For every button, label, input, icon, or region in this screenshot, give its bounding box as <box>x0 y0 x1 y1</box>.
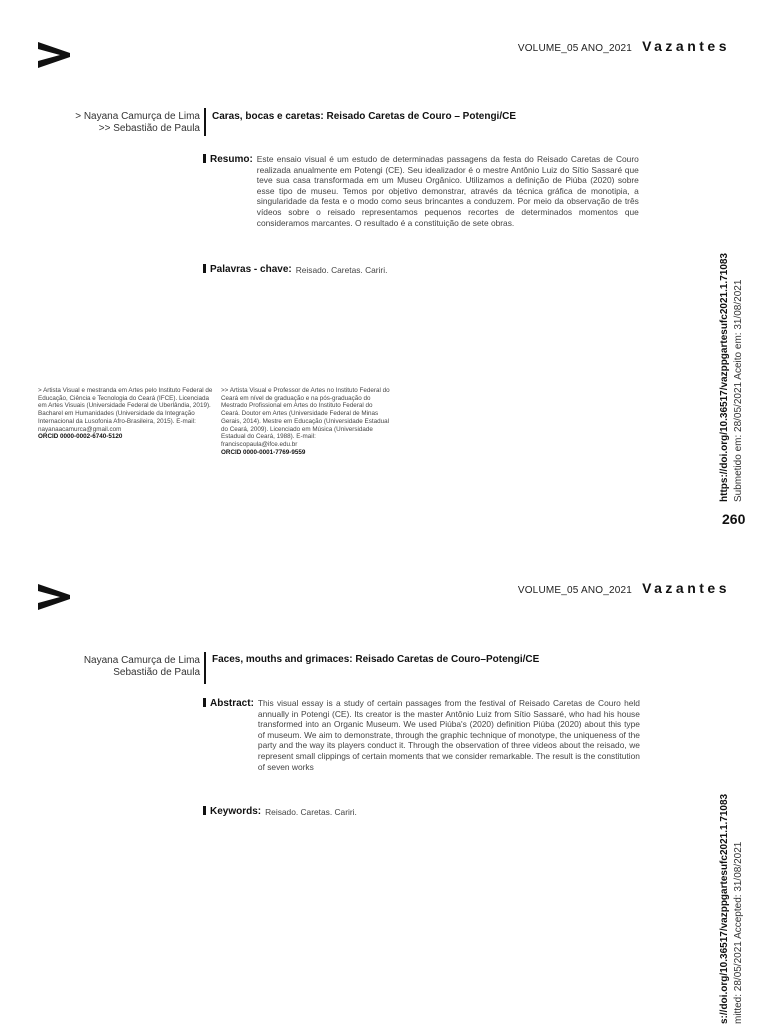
abstract-label-wrap <box>203 154 253 165</box>
title-divider <box>204 652 206 684</box>
keywords-label-wrap <box>203 806 261 817</box>
chevron-right-icon <box>36 582 72 612</box>
keywords-label: Keywords: <box>210 806 262 817</box>
keywords-text: Reisado. Caretas. Cariri. <box>295 265 388 275</box>
running-head <box>518 580 730 596</box>
page-number: 260 <box>722 511 746 527</box>
bullet-marker <box>203 698 206 707</box>
abstract-label: Abstract: <box>210 698 254 709</box>
author-note-text: > Artista Visual e mestranda em Artes pelo Instituto Federal de Educação, Ciência e Tecnologia do Ceará (IFCE). Licenciada em Artes Visuais (Universidade Federal de Uberlândia, 2019). Bacharel em Humanidades (Universidade da Integração Internacional da Lusofonia Afro-Brasileira, 2015). E-mail: nayanaacamurca@gmail.com <box>38 387 213 433</box>
bullet-marker <box>203 264 206 273</box>
abstract-label: Resumo: <box>210 154 253 165</box>
chevron-right-icon <box>36 40 72 70</box>
author-name: > Nayana Camurça de Lima <box>75 111 200 122</box>
doi-link[interactable]: https://doi.org/10.36517/vazppgartesufc2021.1.71083 <box>719 253 730 502</box>
volume-label: VOLUME_05 ANO_2021 <box>517 585 633 596</box>
abstract-text: Este ensaio visual é um estudo de determinadas passagens da festa do Reisado Caretas de Couro realizada anualmente em Potengi (CE). Seu idealizador é o mestre Antônio Luiz do Sítio Sassaré que teve sua casa transformada em um Museu Orgânico. Utilizamos a definição de Piúba (2020) sobre esse tipo de museu. Temos por objetivo demonstrar, através da técnica gráfica de monotipia, a singularidade da festa e o modo como seus brincantes a conduzem. Por meio da observação de três vídeos sobre o reisado representamos pequenos recortes de determinados momentos que consideramos marcantes. O resultado é a constituição de sete obras. <box>256 154 639 228</box>
page-261 <box>0 540 768 1024</box>
doi-link[interactable]: s://doi.org/10.36517/vazppgartesufc2021.1.71083 <box>719 793 730 1024</box>
keywords-block <box>203 264 387 275</box>
journal-name: Vazantes <box>642 580 730 596</box>
author-note-text: >> Artista Visual e Professor de Artes no Instituto Federal do Ceará em nível de graduação e na pós-graduação do Mestrado Profissional em Artes do Instituto Federal do Ceará. Doutor em Artes (Universidade Federal de Minas Gerais, 2014). Mestre em Educação (Universidade Estadual do Ceará, 2009). Licenciado em Música (Universidade Estadual do Ceará, 1988). E-mail: franciscopaula@ifce.edu.br <box>221 387 390 448</box>
author-note-2 <box>221 387 391 456</box>
running-head <box>518 38 730 54</box>
volume-label: VOLUME_05 ANO_2021 <box>517 43 633 54</box>
orcid: ORCID 0000-0001-7769-9559 <box>221 448 306 456</box>
bullet-marker <box>203 154 206 163</box>
author-name: Nayana Camurça de Lima <box>83 655 200 666</box>
bullet-marker <box>203 806 206 815</box>
title-divider <box>204 108 206 136</box>
author-note-1 <box>38 387 214 441</box>
abstract-text: This visual essay is a study of certain passages from the festival of Reisado Caretas de Couro held annually in Potengi (CE). Its creator is the master Antônio Luiz from Sítio Sassaré, who had his house transformed into an Organic Museum. We used Piúba's (2020) definition Piúba (2020) about this type of museum. We aim to demonstrate, through the graphic technique of monotype, the uniqueness of the party and the way its players conduct it. Through the observation of three videos about the reisado, we represent small clippings of certain moments that we consider remarkable. The result is the constitution of seven works <box>257 698 640 772</box>
author-name: >> Sebastião de Paula <box>98 123 200 134</box>
keywords-label: Palavras - chave: <box>210 264 292 275</box>
submission-dates: mitted: 28/05/2021 Accepted: 31/08/2021 <box>733 841 744 1024</box>
author-name: Sebastião de Paula <box>113 667 200 678</box>
keywords-text: Reisado. Caretas. Cariri. <box>265 807 357 817</box>
abstract-block <box>203 154 639 228</box>
author-list <box>84 655 200 679</box>
abstract-block <box>203 698 640 772</box>
article-title: Faces, mouths and grimaces: Reisado Caretas de Couro–Potengi/CE <box>212 654 540 665</box>
submission-dates: Submetido em: 28/05/2021 Aceito em: 31/08/2021 <box>733 279 744 502</box>
author-list <box>75 111 200 135</box>
keywords-label-wrap <box>203 264 292 275</box>
keywords-block <box>203 806 357 817</box>
abstract-label-wrap <box>203 698 254 709</box>
orcid: ORCID 0000-0002-6740-5120 <box>38 433 123 441</box>
article-title: Caras, bocas e caretas: Reisado Caretas de Couro – Potengi/CE <box>212 111 516 122</box>
journal-name: Vazantes <box>642 38 730 54</box>
